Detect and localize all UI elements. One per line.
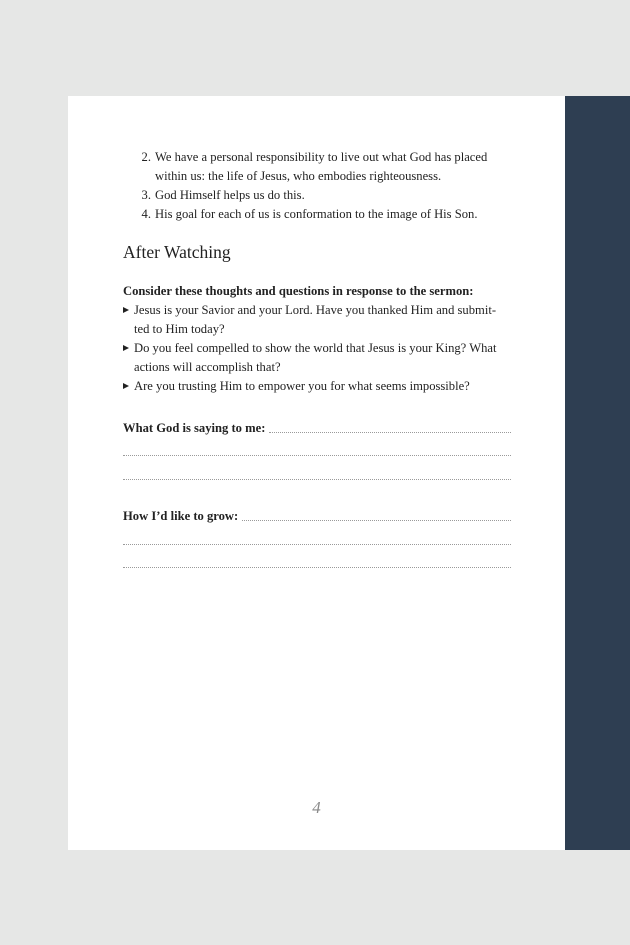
list-item	[123, 301, 511, 339]
triangle-bullet-icon	[123, 307, 129, 313]
point-text: His goal for each of us is conformation to the image of His Son.	[155, 207, 478, 221]
sermon-points-list	[123, 148, 511, 224]
list-item	[123, 186, 511, 205]
dotted-rule	[123, 479, 511, 480]
writing-label: What God is saying to me:	[123, 420, 266, 435]
point-number: 4.	[141, 207, 151, 221]
reflection-prompt: Consider these thoughts and questions in response to the sermon:	[123, 284, 474, 298]
point-text: We have a personal responsibility to live out what God has placed within us: the life of Jesus, who embodies righteousness.	[155, 150, 488, 183]
list-item	[123, 148, 511, 186]
page-content	[123, 148, 511, 573]
writing-label: How I’d like to grow:	[123, 509, 239, 523]
triangle-bullet-icon	[123, 345, 129, 351]
list-item	[123, 377, 511, 396]
writing-area-god-saying	[123, 414, 511, 485]
dotted-rule	[123, 455, 511, 456]
list-item	[123, 205, 511, 224]
list-item	[123, 339, 511, 377]
dotted-rule	[123, 544, 511, 545]
point-number: 3.	[141, 188, 151, 202]
writing-line	[123, 438, 511, 462]
dotted-rule	[123, 567, 511, 568]
question-list	[123, 301, 511, 396]
question-text: Do you feel compelled to show the world that Jesus is your King? What actions will accomplish that?	[134, 341, 497, 374]
book-spine	[565, 96, 630, 850]
writing-line	[123, 414, 511, 438]
point-number: 2.	[141, 150, 151, 164]
triangle-bullet-icon	[123, 383, 129, 389]
dotted-rule	[269, 432, 511, 433]
book-page	[68, 96, 565, 850]
question-text: Are you trusting Him to empower you for what seems impossible?	[134, 379, 470, 393]
writing-line	[123, 503, 511, 527]
dotted-rule	[242, 520, 511, 521]
question-text: Jesus is your Savior and your Lord. Have you thanked Him and submit-ted to Him today?	[134, 303, 497, 336]
writing-area-grow	[123, 503, 511, 574]
section-title: After Watching	[123, 242, 231, 262]
point-text: God Himself helps us do this.	[155, 188, 305, 202]
page-number: 4	[312, 798, 321, 817]
writing-line	[123, 461, 511, 485]
writing-line	[123, 550, 511, 574]
writing-line	[123, 526, 511, 550]
